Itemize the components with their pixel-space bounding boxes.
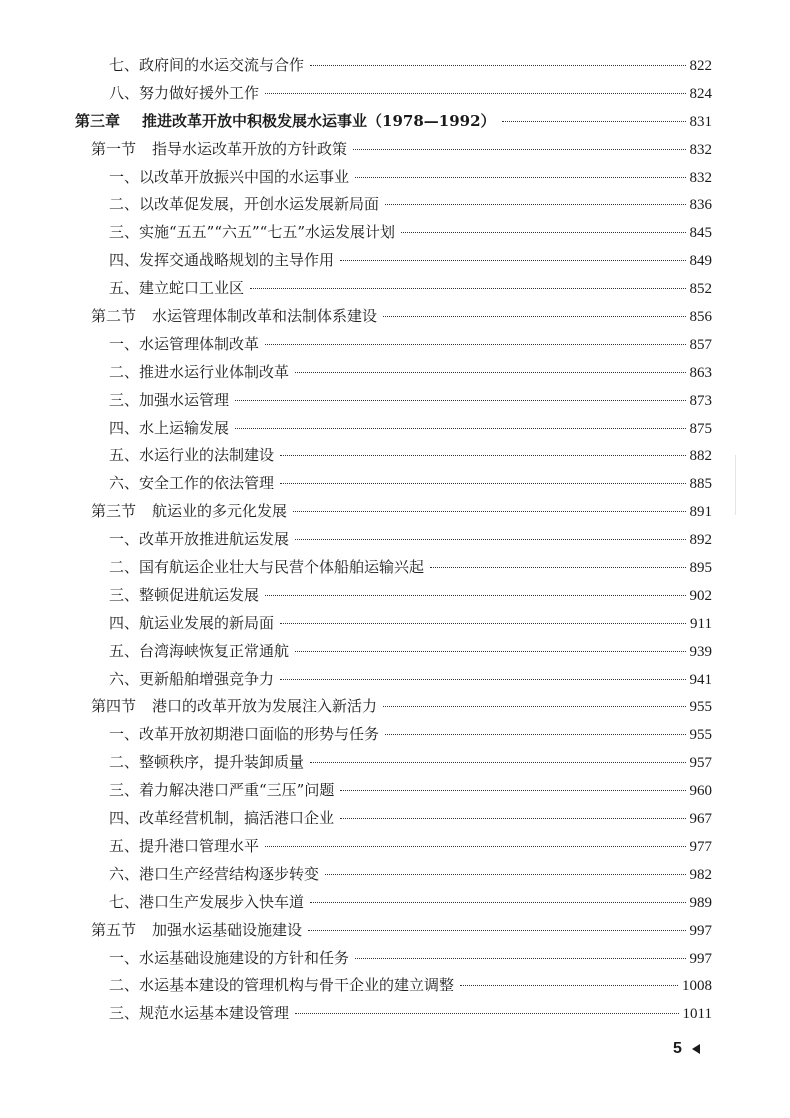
toc-entry-title: 五、建立蛇口工业区 xyxy=(109,279,245,298)
toc-item xyxy=(0,52,790,80)
toc-item xyxy=(0,442,790,470)
toc-entry-title: 指导水运改革开放的方针政策 xyxy=(152,139,348,158)
dot-leader xyxy=(265,846,685,847)
toc-entry-title: 五、水运行业的法制建设 xyxy=(109,446,275,465)
toc-entry-title: 四、水上运输发展 xyxy=(109,418,230,437)
toc-entry xyxy=(109,164,712,193)
toc-entry xyxy=(91,693,712,722)
dot-leader xyxy=(340,260,685,261)
dot-leader xyxy=(280,623,686,624)
dot-leader xyxy=(460,985,678,986)
toc-entry xyxy=(109,247,712,276)
toc-item xyxy=(0,80,790,108)
toc-section-heading xyxy=(0,498,790,526)
toc-entry-page: 982 xyxy=(689,866,712,883)
toc-entry xyxy=(109,889,712,918)
toc-entry xyxy=(75,108,712,137)
toc-entry-title: 三、规范水运基本建设管理 xyxy=(109,1004,290,1023)
toc-entry xyxy=(91,498,712,527)
toc-entry xyxy=(109,554,712,583)
toc-entry-page: 857 xyxy=(689,336,712,353)
toc-entry xyxy=(109,805,712,834)
toc-entry-page: 1008 xyxy=(682,978,712,995)
toc-entry-page: 832 xyxy=(689,169,712,186)
toc-item xyxy=(0,164,790,192)
dot-leader xyxy=(383,706,685,707)
toc-item xyxy=(0,610,790,638)
toc-entry xyxy=(109,945,712,974)
toc-entry xyxy=(109,80,712,109)
table-of-contents xyxy=(0,52,790,1028)
dot-leader xyxy=(385,204,685,205)
toc-item xyxy=(0,275,790,303)
toc-entry-title: 二、国有航运企业壮大与民营个体船舶运输兴起 xyxy=(109,558,425,577)
toc-item xyxy=(0,415,790,443)
dot-leader xyxy=(265,595,685,596)
toc-entry-title: 二、水运基本建设的管理机构与骨干企业的建立调整 xyxy=(109,976,455,995)
toc-entry xyxy=(109,387,712,416)
toc-entry-number: 第四节 xyxy=(91,697,137,716)
toc-item xyxy=(0,359,790,387)
toc-entry-title: 一、以改革开放振兴中国的水运事业 xyxy=(109,167,350,186)
toc-entry-title: 二、以改革促发展，开创水运发展新局面 xyxy=(109,195,380,214)
toc-item xyxy=(0,749,790,777)
toc-entry-title: 二、整顿秩序，提升装卸质量 xyxy=(109,753,305,772)
dot-leader xyxy=(383,316,685,317)
toc-entry xyxy=(109,359,712,388)
dot-leader xyxy=(280,455,685,456)
dot-leader xyxy=(385,734,685,735)
toc-item xyxy=(0,247,790,275)
toc-entry xyxy=(91,917,712,946)
toc-entry xyxy=(109,972,712,1001)
toc-entry-number: 第五节 xyxy=(91,920,137,939)
dot-leader xyxy=(265,344,685,345)
dot-leader xyxy=(250,288,685,289)
toc-entry-title: 三、着力解决港口严重“三压”问题 xyxy=(109,781,335,800)
toc-entry-number: 第一节 xyxy=(91,139,137,158)
dot-leader xyxy=(401,232,685,233)
toc-entry xyxy=(109,861,712,890)
toc-chapter-heading xyxy=(0,108,790,136)
toc-item xyxy=(0,219,790,247)
toc-entry xyxy=(109,1000,712,1029)
toc-entry-page: 977 xyxy=(689,838,712,855)
toc-entry xyxy=(109,526,712,555)
toc-entry-title: 六、港口生产经营结构逐步转变 xyxy=(109,864,320,883)
dot-leader xyxy=(293,511,685,512)
toc-entry-title: 五、提升港口管理水平 xyxy=(109,836,260,855)
toc-entry-page: 856 xyxy=(689,309,712,326)
left-triangle-icon xyxy=(692,1044,700,1054)
toc-entry-title: 四、发挥交通战略规划的主导作用 xyxy=(109,251,335,270)
toc-entry-page: 836 xyxy=(689,197,712,214)
toc-entry-title: 水运管理体制改革和法制体系建设 xyxy=(152,307,378,326)
dot-leader xyxy=(355,177,685,178)
toc-entry-page: 960 xyxy=(689,783,712,800)
toc-entry-number: 第三章 xyxy=(75,111,121,130)
toc-entry xyxy=(109,666,712,695)
toc-entry xyxy=(109,415,712,444)
dot-leader xyxy=(295,1013,679,1014)
toc-entry xyxy=(109,275,712,304)
toc-entry-page: 831 xyxy=(689,113,712,130)
toc-item xyxy=(0,889,790,917)
dot-leader xyxy=(310,762,685,763)
dot-leader xyxy=(235,428,685,429)
toc-entry xyxy=(109,610,712,639)
toc-entry-page: 863 xyxy=(689,364,712,381)
toc-entry-page: 885 xyxy=(689,476,712,493)
dot-leader xyxy=(308,930,685,931)
toc-item xyxy=(0,833,790,861)
toc-entry xyxy=(109,582,712,611)
toc-entry-page: 822 xyxy=(689,58,712,74)
toc-entry-page: 997 xyxy=(689,950,712,967)
toc-entry-title: 六、安全工作的依法管理 xyxy=(109,474,275,493)
toc-item xyxy=(0,861,790,889)
toc-entry-page: 892 xyxy=(689,532,712,549)
toc-entry-title: 加强水运基础设施建设 xyxy=(152,920,303,939)
dot-leader xyxy=(340,790,685,791)
toc-entry xyxy=(109,470,712,499)
toc-item xyxy=(0,777,790,805)
toc-entry-page: 845 xyxy=(689,225,712,242)
toc-item xyxy=(0,945,790,973)
dot-leader xyxy=(295,372,685,373)
toc-entry-page: 957 xyxy=(689,755,712,772)
toc-item xyxy=(0,972,790,1000)
toc-entry-title: 一、改革开放初期港口面临的形势与任务 xyxy=(109,725,380,744)
toc-entry-title: 七、政府间的水运交流与合作 xyxy=(109,56,305,74)
toc-entry xyxy=(91,136,712,165)
toc-entry-page: 911 xyxy=(690,615,712,632)
dot-leader xyxy=(280,483,685,484)
toc-entry-title: 一、水运管理体制改革 xyxy=(109,334,260,353)
toc-item xyxy=(0,191,790,219)
toc-entry-title: 推进改革开放中积极发展水运事业（1978—1992） xyxy=(142,111,496,130)
page-footer xyxy=(673,1040,700,1058)
toc-entry-page: 955 xyxy=(689,727,712,744)
toc-item xyxy=(0,721,790,749)
dot-leader xyxy=(355,958,685,959)
toc-entry-page: 997 xyxy=(689,922,712,939)
toc-item xyxy=(0,638,790,666)
scan-artifact-line xyxy=(735,455,736,515)
toc-item xyxy=(0,470,790,498)
dot-leader xyxy=(325,874,685,875)
toc-entry xyxy=(109,331,712,360)
toc-entry-page: 955 xyxy=(689,699,712,716)
toc-entry-title: 二、推进水运行业体制改革 xyxy=(109,362,290,381)
toc-item xyxy=(0,582,790,610)
dot-leader xyxy=(430,567,685,568)
dot-leader xyxy=(280,679,685,680)
toc-item xyxy=(0,666,790,694)
toc-entry xyxy=(109,442,712,471)
toc-entry-page: 882 xyxy=(689,448,712,465)
toc-entry xyxy=(109,777,712,806)
toc-entry-title: 四、航运业发展的新局面 xyxy=(109,613,275,632)
toc-entry xyxy=(109,219,712,248)
toc-entry-page: 895 xyxy=(689,560,712,577)
toc-entry-number: 第二节 xyxy=(91,307,137,326)
toc-entry-page: 832 xyxy=(689,141,712,158)
toc-item xyxy=(0,805,790,833)
toc-entry xyxy=(109,749,712,778)
toc-entry-page: 1011 xyxy=(682,1006,712,1023)
toc-item xyxy=(0,387,790,415)
dot-leader xyxy=(295,651,685,652)
toc-entry xyxy=(109,833,712,862)
toc-item xyxy=(0,526,790,554)
toc-entry-title: 七、港口生产发展步入快车道 xyxy=(109,892,305,911)
toc-item xyxy=(0,331,790,359)
toc-entry-title: 三、加强水运管理 xyxy=(109,390,230,409)
toc-entry-page: 967 xyxy=(689,811,712,828)
toc-entry-page: 989 xyxy=(689,894,712,911)
toc-entry-title: 四、改革经营机制，搞活港口企业 xyxy=(109,809,335,828)
toc-entry-title: 三、实施“五五”“六五”“七五”水运发展计划 xyxy=(109,223,396,242)
toc-entry-page: 891 xyxy=(689,504,712,521)
toc-entry-page: 941 xyxy=(689,671,712,688)
toc-entry xyxy=(109,52,712,81)
dot-leader xyxy=(353,149,685,150)
dot-leader xyxy=(265,93,685,94)
toc-section-heading xyxy=(0,693,790,721)
dot-leader xyxy=(340,818,685,819)
toc-entry xyxy=(109,191,712,220)
toc-entry xyxy=(109,638,712,667)
toc-entry-page: 873 xyxy=(689,392,712,409)
toc-entry-page: 849 xyxy=(689,253,712,270)
toc-item xyxy=(0,1000,790,1028)
toc-entry-title: 一、改革开放推进航运发展 xyxy=(109,530,290,549)
toc-entry-page: 902 xyxy=(689,587,712,604)
toc-section-heading xyxy=(0,136,790,164)
toc-entry-title: 六、更新船舶增强竞争力 xyxy=(109,669,275,688)
dot-leader xyxy=(502,121,686,122)
toc-section-heading xyxy=(0,917,790,945)
toc-entry-title: 五、台湾海峡恢复正常通航 xyxy=(109,641,290,660)
page-number: 5 xyxy=(673,1040,682,1057)
toc-entry-title: 航运业的多元化发展 xyxy=(152,502,288,521)
toc-entry xyxy=(91,303,712,332)
toc-entry-title: 港口的改革开放为发展注入新活力 xyxy=(152,697,378,716)
dot-leader xyxy=(235,400,685,401)
toc-entry-title: 八、努力做好援外工作 xyxy=(109,83,260,102)
toc-entry xyxy=(109,721,712,750)
toc-entry-page: 852 xyxy=(689,281,712,298)
toc-entry-page: 824 xyxy=(689,85,712,102)
dot-leader xyxy=(310,65,685,66)
dot-leader xyxy=(310,902,685,903)
toc-entry-number: 第三节 xyxy=(91,502,137,521)
toc-entry-page: 875 xyxy=(689,420,712,437)
toc-entry-title: 三、整顿促进航运发展 xyxy=(109,585,260,604)
toc-item xyxy=(0,554,790,582)
toc-entry-page: 939 xyxy=(689,643,712,660)
toc-entry-title: 一、水运基础设施建设的方针和任务 xyxy=(109,948,350,967)
toc-section-heading xyxy=(0,303,790,331)
dot-leader xyxy=(295,539,685,540)
